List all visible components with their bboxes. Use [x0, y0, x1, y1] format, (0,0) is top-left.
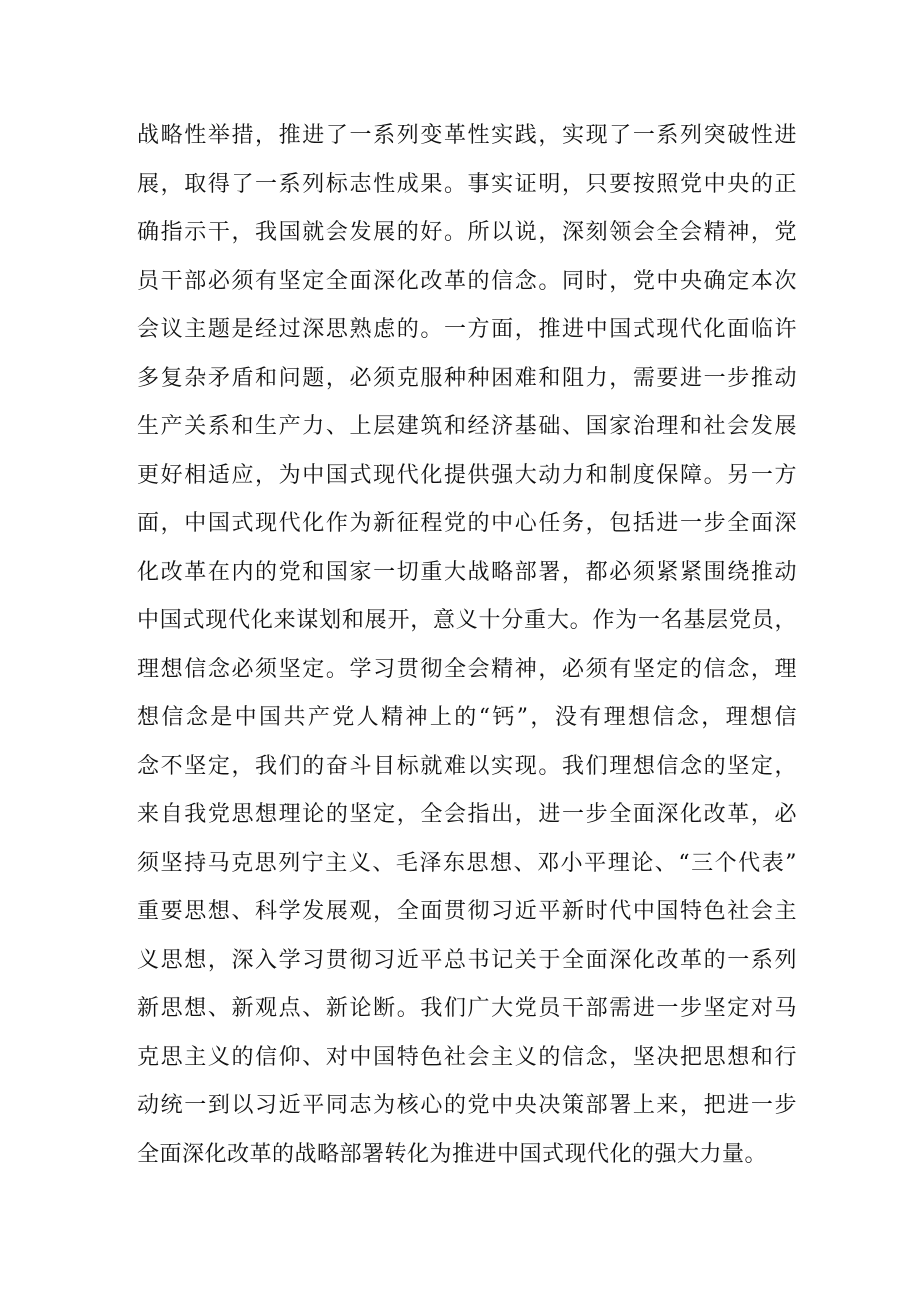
- text-line: 须坚持马克思列宁主义、毛泽东思想、邓小平理论、“三个代表”: [137, 850, 797, 876]
- text-line: 战略性举措，推进了一系列变革性实践，实现了一系列突破性进: [137, 123, 797, 148]
- text-line: 念不坚定，我们的奋斗目标就难以实现。我们理想信念的坚定，: [137, 753, 797, 779]
- text-line: 面，中国式现代化作为新征程党的中心任务，包括进一步全面深: [137, 511, 797, 536]
- text-line: 克思主义的信仰、对中国特色社会主义的信念，坚决把思想和行: [137, 1044, 797, 1070]
- text-line: 重要思想、科学发展观，全面贯彻习近平新时代中国特色社会主: [137, 899, 797, 924]
- text-line: 确指示干，我国就会发展的好。所以说，深刻领会全会精神，党: [137, 220, 797, 245]
- text-line: 员干部必须有坚定全面深化改革的信念。同时，党中央确定本次: [137, 268, 797, 294]
- text-line: 多复杂矛盾和问题，必须克服种种困难和阻力，需要进一步推动: [137, 365, 797, 391]
- body-paragraph: [137, 112, 797, 1179]
- text-line: 来自我党思想理论的坚定，全会指出，进一步全面深化改革，必: [137, 802, 797, 827]
- text-line: 更好相适应，为中国式现代化提供强大动力和制度保障。另一方: [137, 462, 797, 488]
- text-line: 会议主题是经过深思熟虑的。一方面，推进中国式现代化面临许: [137, 317, 797, 342]
- text-line: 理想信念必须坚定。学习贯彻全会精神，必须有坚定的信念，理: [137, 656, 797, 682]
- text-line: 生产关系和生产力、上层建筑和经济基础、国家治理和社会发展: [137, 414, 797, 439]
- text-line: 动统一到以习近平同志为核心的党中央决策部署上来，把进一步: [137, 1093, 797, 1118]
- text-line: 全面深化改革的战略部署转化为推进中国式现代化的强大力量。: [137, 1141, 768, 1167]
- text-line: 化改革在内的党和国家一切重大战略部署，都必须紧紧围绕推动: [137, 559, 797, 585]
- text-line: 新思想、新观点、新论断。我们广大党员干部需进一步坚定对马: [137, 996, 797, 1021]
- text-line: 想信念是中国共产党人精神上的“钙”，没有理想信念，理想信: [137, 705, 797, 730]
- text-line: 展，取得了一系列标志性成果。事实证明，只要按照党中央的正: [137, 171, 797, 197]
- text-line: 义思想，深入学习贯彻习近平总书记关于全面深化改革的一系列: [137, 947, 797, 973]
- text-line: 中国式现代化来谋划和展开，意义十分重大。作为一名基层党员，: [137, 608, 797, 633]
